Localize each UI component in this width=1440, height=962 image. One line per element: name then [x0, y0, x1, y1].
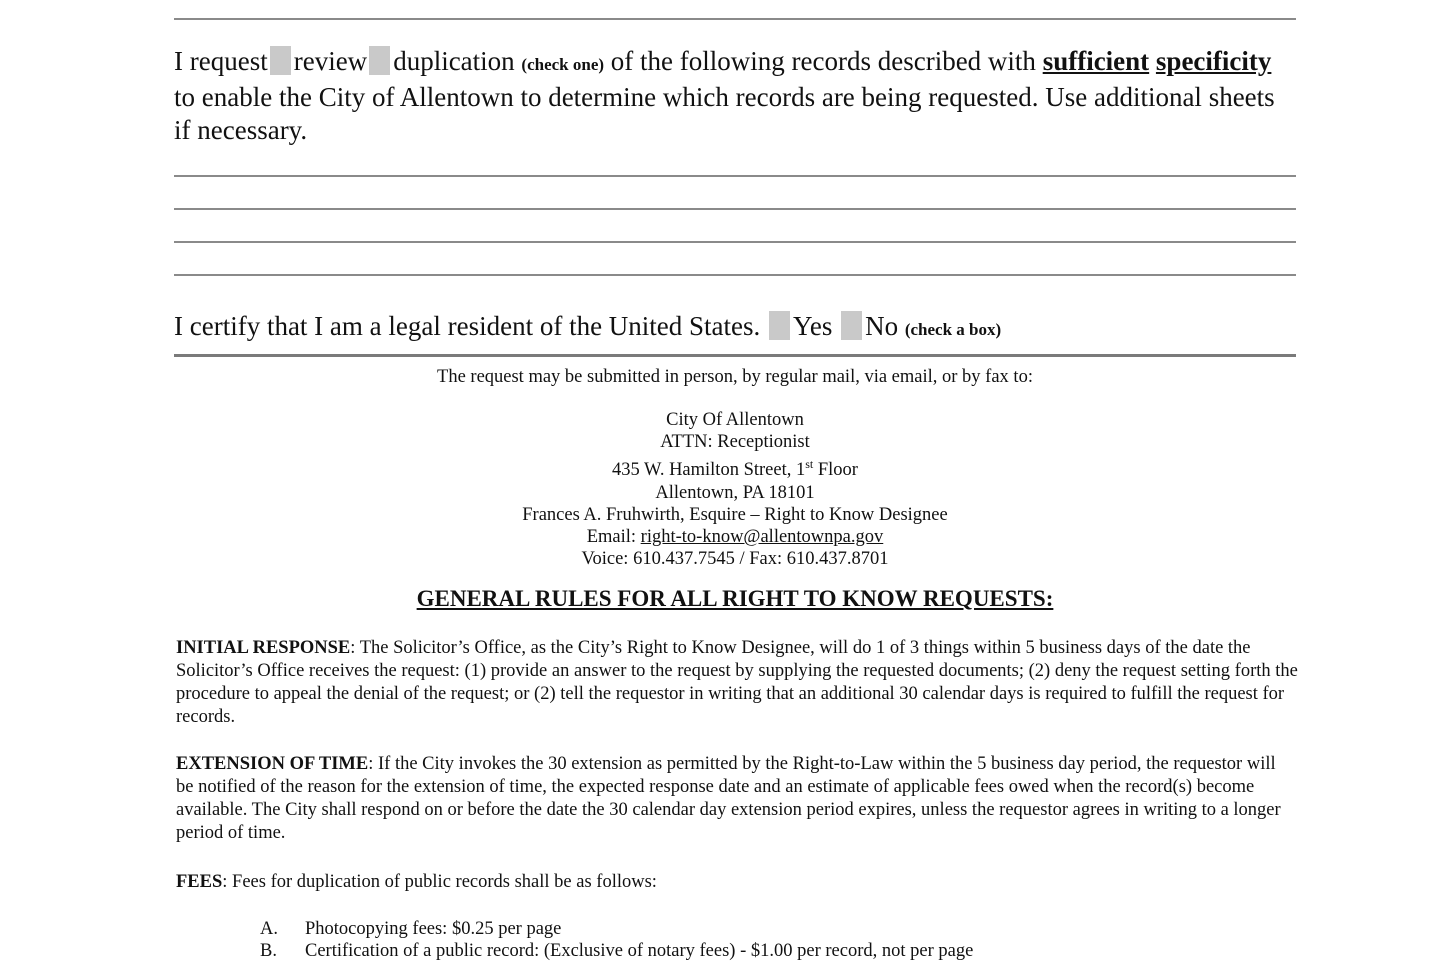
description-line-4[interactable] — [174, 274, 1296, 276]
fees-list — [260, 918, 973, 962]
certify-text: I certify that I am a legal resident of the United States. — [174, 311, 761, 341]
check-one-hint: (check one) — [521, 55, 605, 74]
initial-response-paragraph — [176, 637, 1298, 729]
yes-label: Yes — [793, 311, 833, 341]
extension-text: : If the City invokes the 30 extension as permitted by the Right-to-Law within the 5 business day period, the requestor will be notified of the reason for the extension of time, the expected response date and an estimate of applicable fees owed when the record(s) become available. The City shall respond on or before the date the 30 calendar day extension period expires, unless the requestor agrees in writing to a longer period of time. — [176, 754, 1281, 843]
email-link[interactable]: right-to-know@allentownpa.gov — [640, 527, 884, 548]
section-divider — [174, 354, 1296, 357]
fees-paragraph — [176, 871, 1298, 894]
fees-label: FEES — [176, 872, 223, 892]
request-text-2: of the following records described with — [610, 46, 1036, 76]
emphasis-specificity: specificity — [1155, 46, 1272, 76]
email-line: Email: right-to-know@allentownpa.gov — [586, 527, 884, 548]
emphasis-sufficient: sufficient — [1042, 46, 1150, 76]
review-checkbox[interactable] — [270, 46, 291, 75]
address-block — [174, 409, 1296, 571]
yes-checkbox[interactable] — [769, 311, 790, 340]
initial-response-text: : The Solicitor’s Office, as the City’s Right to Know Designee, will do 1 of 3 things within 5 business days of the date the Solicitor’s Office receives the request: (1) provide an answer to the request by supplying the requested documents; (2) deny the request setting forth the procedure to appeal the denial of the request; or (2) tell the requestor in writing that an additional 30 calendar days is required to fulfill the request for records. — [176, 638, 1298, 727]
duplication-checkbox[interactable] — [369, 46, 390, 75]
extension-label: EXTENSION OF TIME — [176, 754, 369, 774]
duplication-label: duplication — [393, 46, 515, 76]
check-box-hint: (check a box) — [904, 320, 1002, 339]
submission-intro: The request may be submitted in person, by regular mail, via email, or by fax to: — [437, 367, 1033, 387]
list-item: B. Certification of a public record: (Exclusive of notary fees) - $1.00 per record, not per page — [260, 941, 974, 961]
request-text: I request — [174, 46, 268, 76]
request-text-3: to enable the City of Allentown to determine which records are being requested. Use additional sheets if necessary. — [174, 82, 1275, 145]
review-label: review — [293, 46, 368, 76]
designee-line: Frances A. Fruhwirth, Esquire – Right to Know Designee — [522, 504, 948, 525]
city-line: Allentown, PA 18101 — [655, 482, 815, 503]
certify-row — [174, 310, 1296, 346]
top-divider — [174, 18, 1296, 20]
org-name: City Of Allentown — [666, 410, 804, 430]
street-line: 435 W. Hamilton Street, 1st Floor — [612, 457, 858, 481]
extension-paragraph — [176, 753, 1286, 845]
no-label: No — [865, 311, 899, 341]
no-checkbox[interactable] — [841, 311, 862, 340]
description-line-2[interactable] — [174, 208, 1296, 210]
list-item: A. Photocopying fees: $0.25 per page — [260, 919, 562, 939]
phone-line: Voice: 610.437.7545 / Fax: 610.437.8701 — [581, 549, 889, 570]
description-line-1[interactable] — [174, 175, 1296, 177]
rules-heading: GENERAL RULES FOR ALL RIGHT TO KNOW REQUESTS: — [416, 586, 1054, 611]
attn-line: ATTN: Receptionist — [660, 432, 810, 453]
fees-text: : Fees for duplication of public records shall be as follows: — [222, 872, 657, 892]
request-paragraph — [174, 45, 1296, 147]
description-line-3[interactable] — [174, 241, 1296, 243]
initial-response-label: INITIAL RESPONSE — [176, 638, 351, 658]
